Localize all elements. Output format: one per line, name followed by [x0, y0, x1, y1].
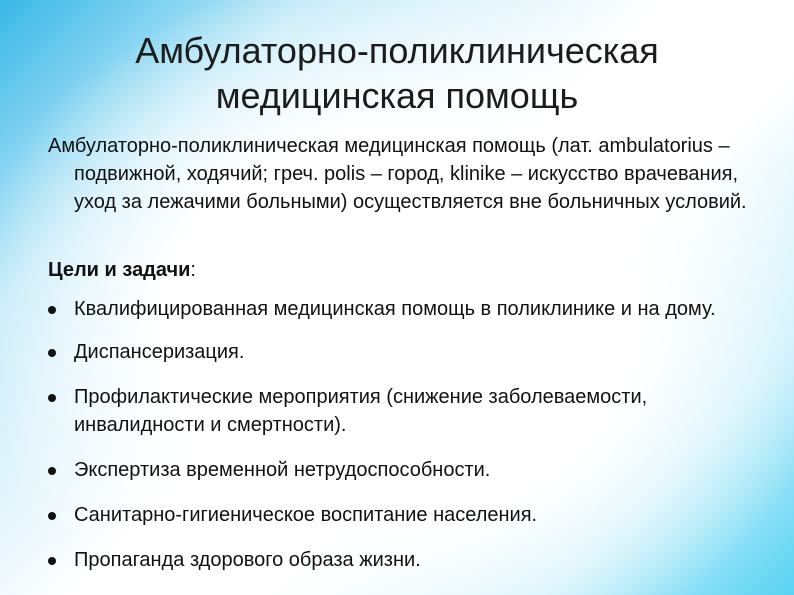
- bullet-icon: [48, 512, 56, 520]
- slide-title-line-1: Амбулаторно-поликлиническая: [135, 30, 659, 71]
- slide-title: [60, 28, 734, 118]
- goal-text: Квалифицированная медицинская помощь в поликлинике и на дому.: [74, 298, 716, 320]
- goal-list-item: [48, 338, 748, 366]
- bullet-icon: [48, 306, 56, 314]
- slide-title-line-2: медицинская помощь: [215, 75, 579, 116]
- bullet-icon: [48, 394, 56, 402]
- bullet-icon: [48, 467, 56, 475]
- goal-text: Профилактические мероприятия (снижение заболеваемости, инвалидности и смертности).: [74, 386, 648, 436]
- goal-text: Экспертиза временной нетрудоспособности.: [74, 459, 491, 481]
- goal-list-item: [48, 501, 748, 529]
- goals-heading-label: Цели и задачи: [48, 259, 191, 281]
- intro-paragraph: Амбулаторно-поликлиническая медицинская помощь (лат. ambulatorius – подвижной, ходячий; греч. polis – город, klinike – искусство врачевания, уход за лежачими больными) осуществляется вне больничных условий.: [48, 135, 747, 213]
- goals-heading-colon: :: [190, 259, 196, 281]
- bullet-icon: [48, 349, 56, 357]
- goals-heading: [48, 256, 196, 284]
- goal-text: Диспансеризация.: [74, 341, 245, 363]
- goals-list: [48, 295, 748, 574]
- goal-text: Санитарно-гигиеническое воспитание населения.: [74, 504, 538, 526]
- goal-list-item: [48, 546, 748, 574]
- goal-list-item: [48, 295, 748, 323]
- goal-list-item: [48, 456, 748, 484]
- bullet-icon: [48, 557, 56, 565]
- goal-list-item: [48, 383, 748, 439]
- goal-text: Пропаганда здорового образа жизни.: [74, 549, 421, 571]
